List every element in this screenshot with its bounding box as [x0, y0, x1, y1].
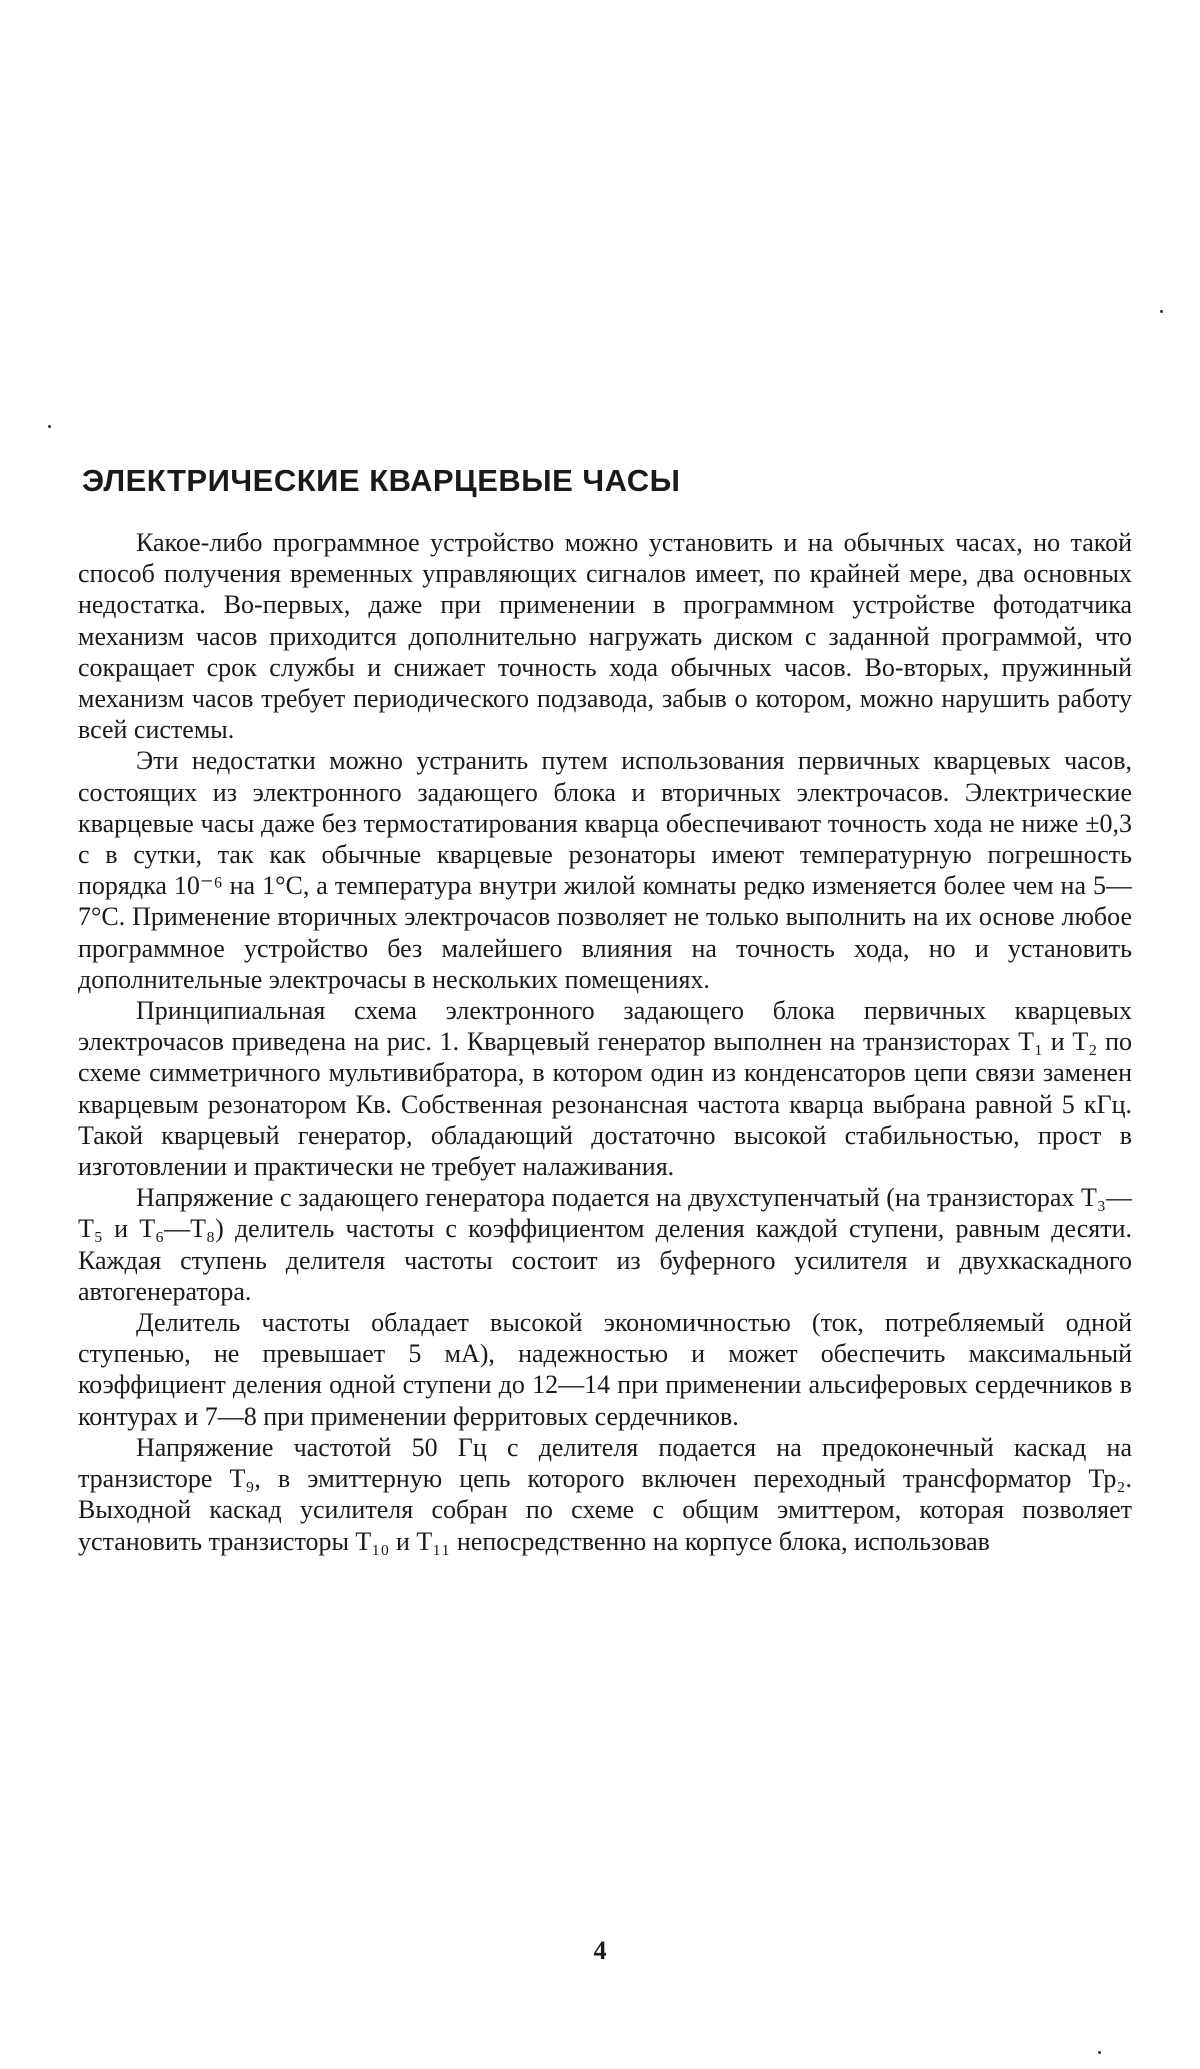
paragraph-1: Какое-либо программное устройство можно установить и на обычных часах, но такой способ получения временных управляющих сигналов имеет, по крайней мере, два основных недостатка. Во-первых, даже при применении в программном устройстве фотодатчика механизм часов приходится дополнительно нагружать диском с заданной программой, что сокращает срок службы и снижает точность хода обычных часов. Во-вторых, пружинный механизм часов требует периодического подзавода, забыв о котором, можно нарушить работу всей системы.	[78, 528, 1132, 745]
page-number: 4	[593, 1936, 607, 1965]
paragraph-4: Напряжение с задающего генератора подается на двухступенчатый (на транзисторах T₃—T₅ и T₆—T₈) делитель частоты с коэффициентом деления каждой ступени, равным десяти. Каждая ступень делителя частоты состоит из буферного усилителя и двухкаскадного автогенератора.	[78, 1183, 1132, 1306]
print-speck	[1098, 2051, 1101, 2054]
paragraph-6: Напряжение частотой 50 Гц с делителя подается на предоконечный каскад на транзисторе T₉, в эмиттерную цепь которого включен переходный трансформатор Тр₂. Выходной каскад усилителя собран по схеме с общим эмиттером, которая позволяет установить транзисторы T₁₀ и T₁₁ непосредственно на корпусе блока, использовав	[78, 1432, 1132, 1556]
body-text	[78, 527, 1132, 1557]
paragraph-2: Эти недостатки можно устранить путем использования первичных кварцевых часов, состоящих из электронного задающего блока и вторичных электрочасов. Электрические кварцевые часы даже без термостатирования кварца обеспечивают точность хода не ниже ±0,3 с в сутки, так как обычные кварцевые резонаторы имеют температурную погрешность порядка 10⁻⁶ на 1°С, а температура внутри жилой комнаты редко изменяется более чем на 5—7°С. Применение вторичных электрочасов позволяет не только выполнить на их основе любое программное устройство без малейшего влияния на точность хода, но и установить дополнительные электрочасы в нескольких помещениях.	[78, 746, 1132, 994]
print-speck	[48, 425, 51, 428]
print-speck	[1160, 310, 1163, 313]
paragraph-3: Принципиальная схема электронного задающего блока первичных кварцевых электрочасов приведена на рис. 1. Кварцевый генератор выполнен на транзисторах T₁ и T₂ по схеме симметричного мультивибратора, в котором один из конденсаторов цепи связи заменен кварцевым резонатором Кв. Собственная резонансная частота кварца выбрана равной 5 кГц. Такой кварцевый генератор, обладающий достаточно высокой стабильностью, прост в изготовлении и практически не требует налаживания.	[78, 996, 1132, 1182]
paragraph-5: Делитель частоты обладает высокой экономичностью (ток, потребляемый одной ступенью, не превышает 5 мА), надежностью и может обеспечить максимальный коэффициент деления одной ступени до 12—14 при применении альсиферовых сердечников в контурах и 7—8 при применении ферритовых сердечников.	[78, 1308, 1132, 1431]
section-heading: ЭЛЕКТРИЧЕСКИЕ КВАРЦЕВЫЕ ЧАСЫ	[82, 462, 681, 498]
